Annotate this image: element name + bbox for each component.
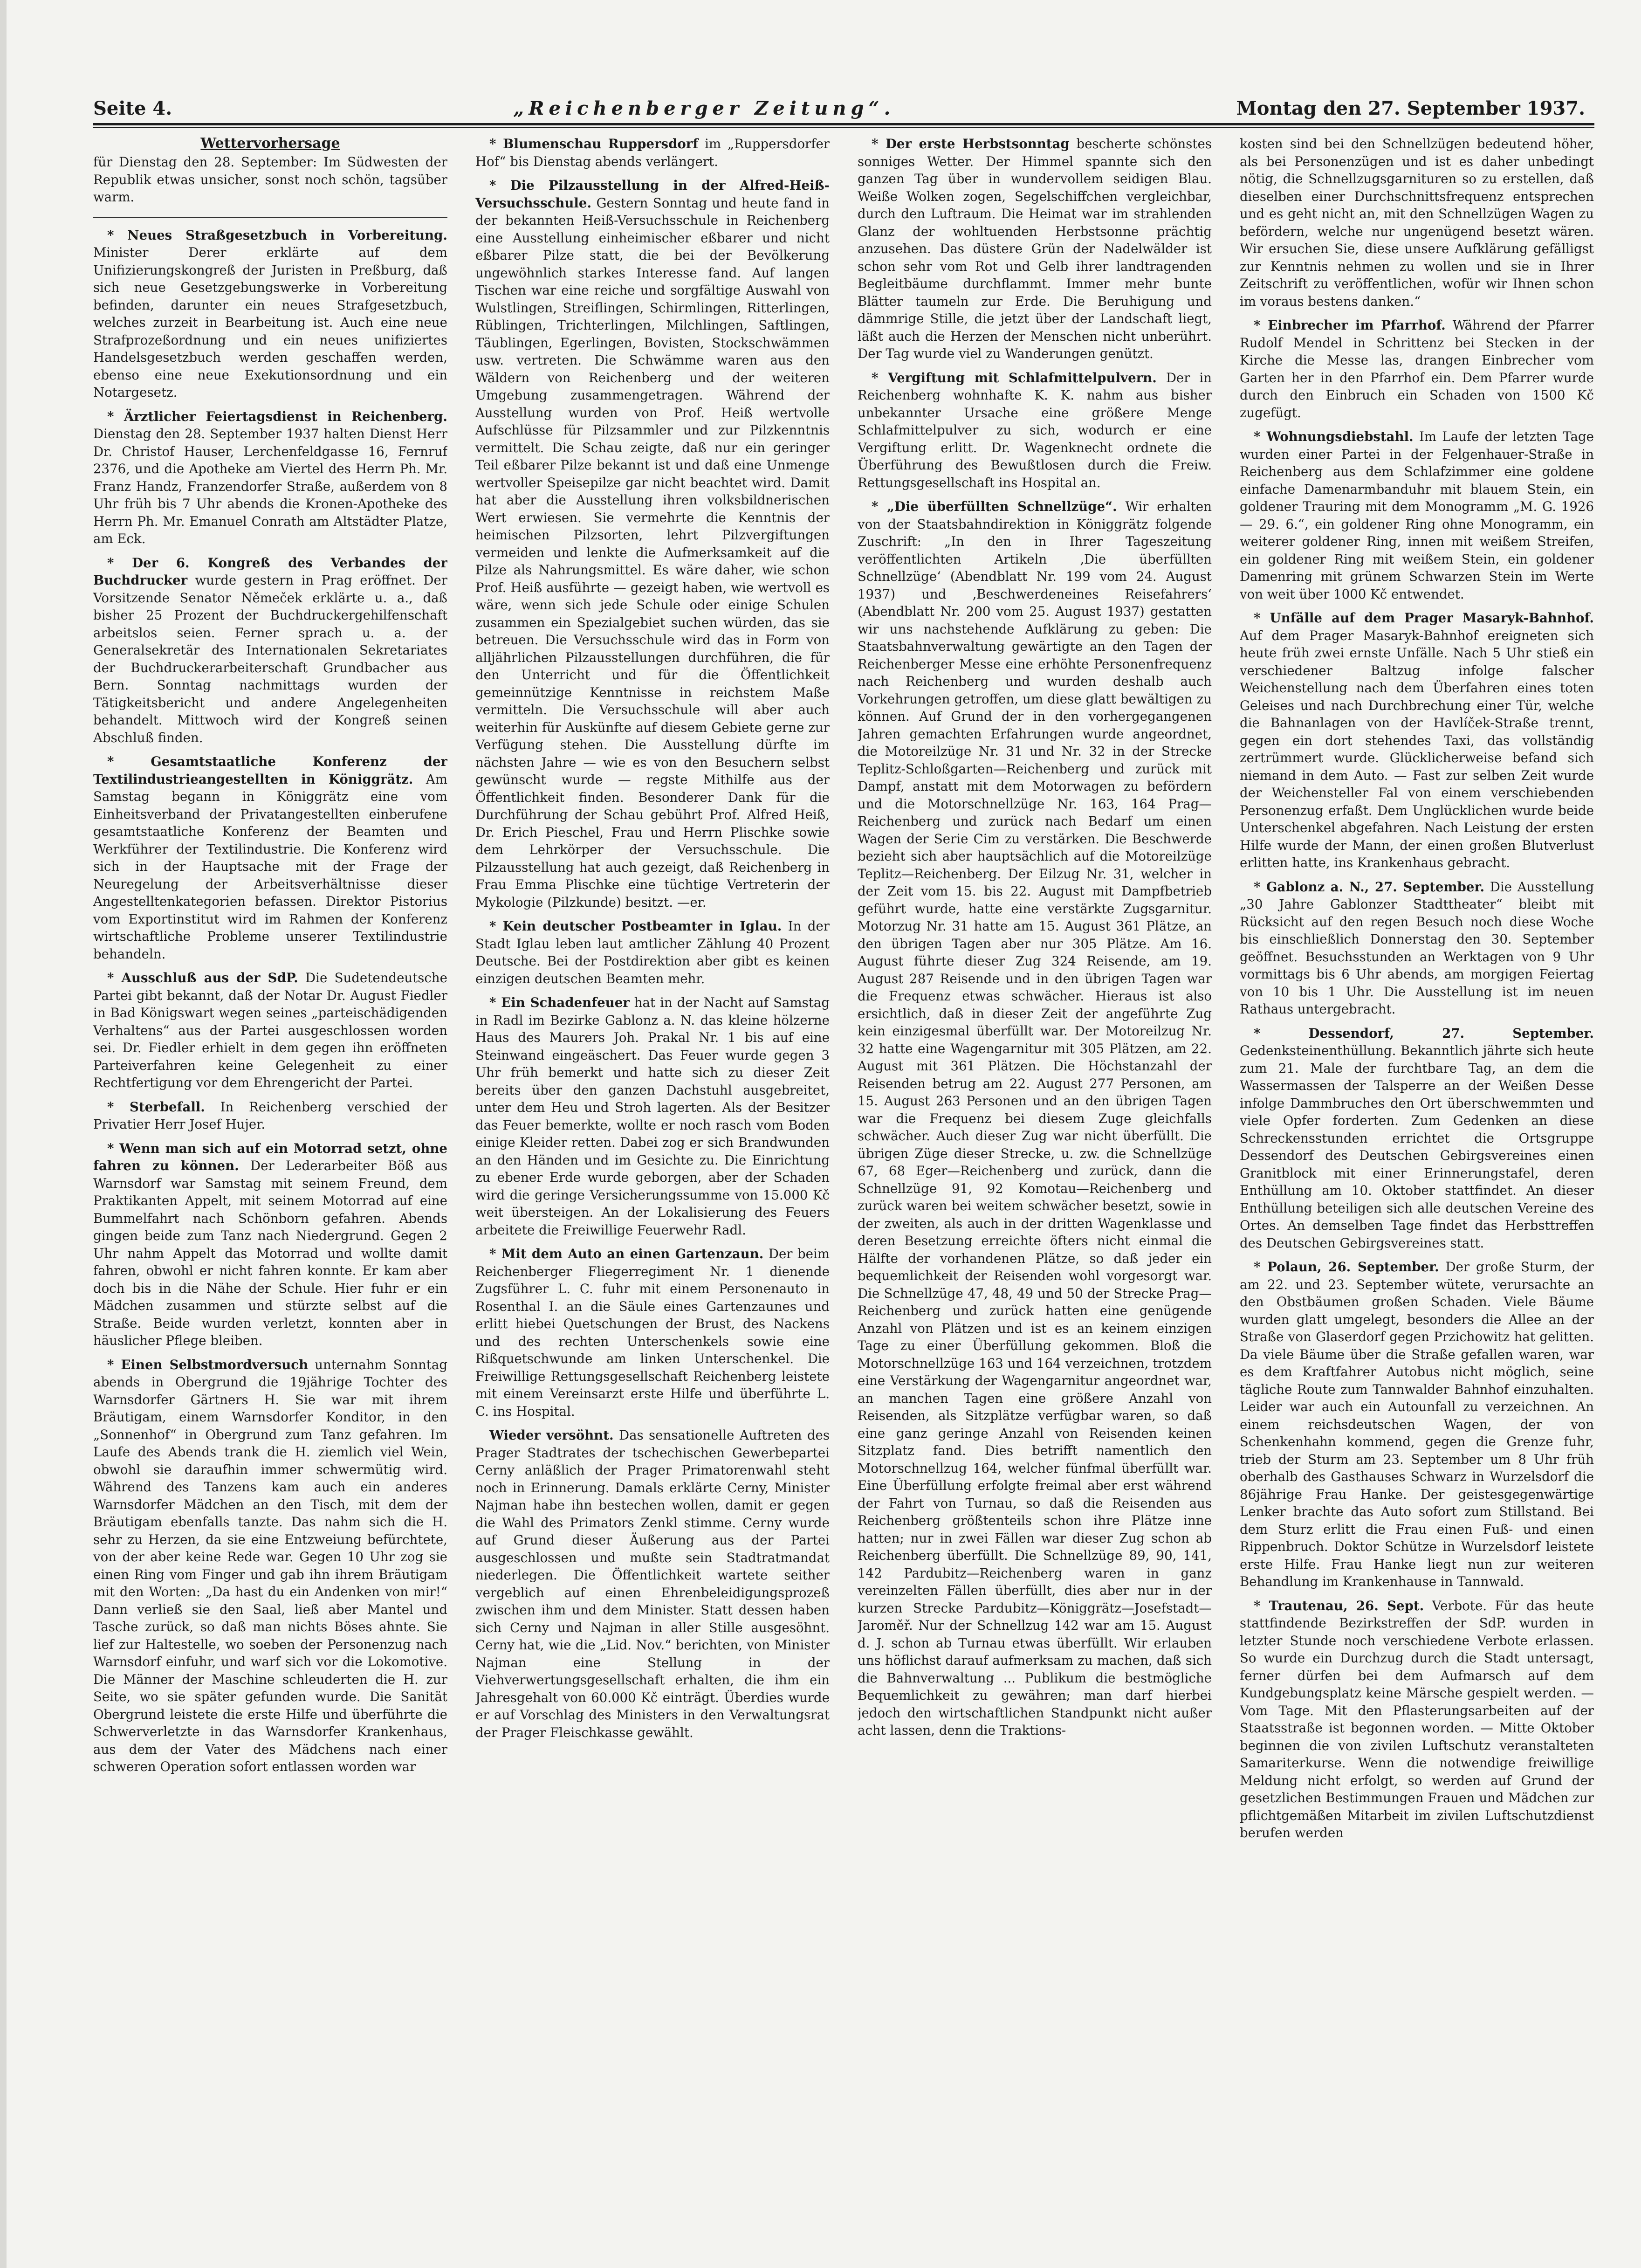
article-headline: * Der erste Herbstsonntag [872,136,1070,152]
article [1240,1258,1594,1591]
article-headline: * Ärztlicher Feiertagsdienst in Reichenberg. [107,408,447,424]
article-body: Verbote. Für das heute stattfindende Bezirkstreffen der SdP. wurden in letzter Stunde noch verschiedene Verbote erlassen. So wurde ein Durchzug durch die Stadt untersagt, ferner dürfen bei dem Aufmarsch auf dem Kundgebungsplatz keine Märsche gespielt werden. — Vom Tage. Mit den Pflasterungsarbeiten auf der Staatsstraße ist begonnen worden. — Mitte Oktober beginnen die von zivilen Luftschutz veranstalteten Samariterkurse. Wenn die notwendige freiwillige Meldung nicht erfolgt, so werden auf Grund der gesetzlichen Bestimmungen Frauen und Mädchen zur pflichtgemäßen Mitarbeit im zivilen Luftschutzdienst berufen werden [1240,1598,1594,1841]
column-2 [475,135,830,2242]
article-headline: * Einbrecher im Pfarrhof. [1254,317,1446,333]
article-headline: Wieder versöhnt. [489,1427,614,1443]
article-headline: * Wenn man sich auf ein Motorrad setzt, ohne fahren zu können. [93,1140,447,1173]
article [475,177,830,911]
article-body: hat in der Nacht auf Samstag in Radl im Bezirke Gablonz a. N. das kleine hölzerne Haus des Maurers Joh. Prakal Nr. 1 bis auf eine Steinwand eingeäschert. Das Feuer wurde gegen 3 Uhr früh bemerkt und hatte sich zu dieser Zeit bereits über den ganzen Dachstuhl ausgebreitet, unter dem Heu und Stroh lagerten. Als der Besitzer das Feuer bemerkte, wollte er noch rasch vom Boden einige Kleider retten. Dabei zog er sich Brandwunden an den Händen und im Gesichte zu. Die Einrichtung zu ebener Erde wurde geborgen, aber der Schaden wird die geringe Versicherungssumme von 15.000 Kč weit übersteigen. An der Lokalisierung des Feuers arbeitete die Freiwillige Feuerwehr Radl. [475,995,830,1238]
article-body: Am Samstag begann in Königgrätz eine vom Einheitsverband der Privatangestellten einberufene gesamtstaatliche Konferenz der Beamten und Werkführer der Textilindustrie. Die Konferenz wird sich in der Hauptsache mit der Frage der Neuregelung der Arbeitsverhältnisse dieser Angestelltenkategorien befassen. Direktor Pistorius vom Exportinstitut wird im Rahmen der Konferenz wirtschaftliche Probleme unserer Textilindustrie behandeln. [93,771,447,962]
article [475,917,830,987]
article [1240,1597,1594,1842]
article-body: In Reichenberg verschied der Privatier Herr Josef Hujer. [93,1099,447,1132]
article-body: unternahm Sonntag abends in Obergrund die 19jährige Tochter des Warnsdorfer Gärtners H. Sie war mit ihrem Bräutigam, einem Warnsdorfer Konditor, in den „Sonnenhof“ in Obergrund zum Tanz gefahren. Im Laufe des Abends trank die H. ziemlich viel Wein, obwohl sie daraufhin immer schwermütig wird. Während des Tanzens kam auch ein anderes Warnsdorfer Mädchen an den Tisch, mit dem der Bräutigam ebenfalls tanzte. Das nahm sich die H. sehr zu Herzen, da sie eine Entzweiung befürchtete, von der aber keine Rede war. Gegen 10 Uhr zog sie einen Ring vom Finger und gab ihn ihrem Bräutigam mit den Worten: „Da hast du ein Andenken von mir!“ Dann verließ sie den Saal, ließ aber Mantel und Tasche zurück, so daß man nichts Böses ahnte. Sie lief zur Haltestelle, wo soeben der Personenzug nach Warnsdorf einfuhr, und warf sich vor die Lokomotive. Die Männer der Maschine schleuderten die H. zur Seite, wo sie später gefunden wurde. Die Sanität Obergrund leistete die erste Hilfe und überführte die Schwerverletzte in das Warnsdorfer Krankenhaus, aus dem der Vater des Mädchens nach einer schweren Operation sofort entlassen worden war [93,1357,447,1774]
article [858,135,1212,363]
article-headline: * Wohnungsdiebstahl. [1254,429,1414,444]
issue-date: Montag den 27. September 1937. [1236,97,1585,119]
article-body: im „Ruppersdorfer Hof“ bis Dienstag abends verlängert. [475,136,830,169]
article-headline: * Trautenau, 26. Sept. [1254,1598,1424,1613]
article-headline: * Der 6. Kongreß des Verbandes der Buchdrucker [93,555,447,588]
column-1 [93,135,447,2242]
weather-text: für Dienstag den 28. September: Im Südwesten der Republik etwas unsicher, sonst noch schön, tagsüber warm. [93,154,447,205]
article [93,1098,447,1133]
article [1240,1025,1594,1252]
article-body: bescherte schönstes sonniges Wetter. Der Himmel spannte sich den ganzen Tag über in wundervollem seidigen Blau. Weiße Wolken zogen, Segelschiffchen vergleichbar, durch den Luftraum. Die Heimat war im strahlenden Glanz der wohltuenden Herbstsonne prächtig anzusehen. Das düstere Grün der Nadelwälder ist schon sehr vom Rot und Gelb ihrer landtragenden Begleitbäume durchflammt. Immer mehr bunte Blätter taumeln zur Erde. Die Beruhigung und dämmrige Stille, die jetzt über der Landschaft liegt, läßt auch die Herzen der Menschen nicht unberührt. Der Tag wurde viel zu Wanderungen genützt. [858,136,1212,361]
article [1240,135,1594,310]
article [475,1245,830,1420]
article-body: Gestern Sonntag und heute fand in der bekannten Heiß-Versuchsschule in Reichenberg eine Ausstellung einheimischer eßbarer und nicht eßbarer Pilze statt, die bei der Bevölkerung ungewöhnlich starkes Interesse fand. Auf langen Tischen war eine reiche und sorgfältige Auswahl von Wulstlingen, Streiflingen, Schirmlingen, Ritterlingen, Rüblingen, Trichterlingen, Milchlingen, Saftlingen, Täublingen, Egerlingen, Bovisten, Stockschwämmen usw. vertreten. Die Schwämme waren aus den Wäldern von Reichenberg und der weiteren Umgebung zusammengetragen. Während der Ausstellung wurden von Prof. Heiß wertvolle Aufschlüsse für Pilzsammler und zur Pilzkenntnis vermittelt. Die Schau zeigte, daß nur ein geringer Teil eßbarer Pilze bekannt ist und daß eine Unmenge wertvoller Speisepilze gar nicht beachtet wird. Damit hat aber die Ausstellung ihren volksbildnerischen Wert erwiesen. Sie vermehrte die Kenntnis der heimischen Pilzsorten, lehrt Pilzvergiftungen vermeiden und lenkte die Aufmerksamkeit auf die Pilze als Nahrungsmittel. Es wäre daher, wie schon Prof. Heiß ausführte — gezeigt haben, wie wertvoll es wäre, wenn sich jede Schule oder einige Schulen zusammen ein Spezialgebiet suchen würden, das sie betreuen. Die Versuchsschule wird das in Form von alljährlichen Pilzausstellungen durchführen, die für den Unterricht und für die Öffentlichkeit gemeinnützige Kenntnisse in reichstem Maße vermitteln. Die Versuchsschule will aber auch weiterhin für Auskünfte auf diesem Gebiete gerne zur Verfügung stehen. Die Ausstellung dürfte im nächsten Jahre — wie es von den Besuchern selbst gewünscht wurde — regste Mithilfe aus der Öffentlichkeit finden. Besonderer Dank für die Durchführung der Schau gebührt Prof. Alfred Heiß, Dr. Erich Pieschel, Frau und Herrn Plischke sowie dem Lehrkörper der Versuchsschule. Die Pilzausstellung hat auch gezeigt, daß Reichenberg in Frau Emma Plischke eine tüchtige Vertreterin der Mykologie (Pilzkunde) besitzt. —er. [475,195,830,910]
article-body: In der Stadt Iglau leben laut amtlicher Zählung 40 Prozent Deutsche. Bei der Postdirektion aber gibt es keinen einzigen deutschen Beamten mehr. [475,918,830,986]
article-body: Auf dem Prager Masaryk-Bahnhof ereigneten sich heute früh zwei ernste Unfälle. Nach 5 Uhr stieß ein verschiedener Baltzug infolge falscher Weichenstellung nach dem Überfahren eines toten Geleises und nach Durchbrechung einer Tür, welche die Bahnanlagen von der Havlíček-Straße trennt, gegen ein dort stehendes Taxi, das vollständig zertrümmert wurde. Glücklicherweise befand sich niemand in dem Auto. — Fast zur selben Zeit wurde der Weichensteller Fal von einem verschiebenden Personenzug erfaßt. Dem Unglücklichen wurde beide Unterschenkel abgefahren. Nach Leistung der ersten Hilfe wurde der Mann, der einen großen Blutverlust erlitten hatte, ins Krankenhaus gebracht. [1240,627,1594,870]
article-headline: * Ein Schadenfeuer [489,995,630,1010]
article-body: Das sensationelle Auftreten des Prager Stadtrates der tschechischen Gewerbepartei Cerny anläßlich der Prager Primatorenwahl steht noch in Erinnerung. Damals erklärte Cerny, Minister Najman habe ihn bestechen wollen, damit er gegen die Wahl des Primators Zenkl stimme. Cerny wurde auf Grund dieser Äußerung aus der Partei ausgeschlossen und mußte sein Stadtratmandat niederlegen. Die Öffentlichkeit wartete seither vergeblich auf einen Ehrenbeleidigungsprozeß zwischen ihm und dem Minister. Statt dessen haben sich Cerny und Najman in aller Stille ausgesöhnt. Cerny hat, wie die „Lid. Nov.“ berichten, von Minister Najman eine Stellung in der Viehverwertungsgesellschaft erhalten, die ihm ein Jahresgehalt von 60.000 Kč einträgt. Überdies wurde er auf Vorschlag des Ministers in den Verwaltungsrat der Prager Fleischkasse gewählt. [475,1427,830,1740]
article [93,1356,447,1776]
article [475,135,830,170]
scan-edge [0,0,7,2268]
divider [93,217,447,218]
header-rule-thin [93,127,1594,128]
column-4 [1240,135,1594,2242]
article [93,1140,447,1350]
article [475,1427,830,1741]
article-body: Minister Derer erklärte auf dem Unifizierungskongreß der Juristen in Preßburg, daß sich neue Gesetzgebungswerke in Vorbereitung befinden, darunter ein neues Strafgesetzbuch, welches zurzeit in Bearbeitung ist. Auch eine neue Strafprozeßordnung und ein neues unifiziertes Handelsgesetzbuch werden geschaffen werden, ebenso eine neue Exekutionsordnung und ein Notargesetz. [93,245,447,400]
article [858,369,1212,492]
page-header [93,87,1585,119]
article-headline: * Sterbefall. [107,1099,205,1115]
article-headline: * Vergiftung mit Schlafmittelpulvern. [872,370,1157,386]
columns [93,135,1594,2242]
article-body: Die Sudetendeutsche Partei gibt bekannt, daß der Notar Dr. August Fiedler in Bad Königswart wegen seines „parteischädigenden Verhaltens“ aus der Partei ausgeschlossen worden sei. Dr. Fiedler erhielt in dem gegen ihn eröffneten Parteiverfahren keine Gelegenheit zu einer Rechtfertigung vor dem Ehrengericht der Partei. [93,970,447,1090]
header-rule [93,123,1594,125]
article-body: wurde gestern in Prag eröffnet. Der Vorsitzende Senator Němeček erklärte u. a., daß bisher 25 Prozent der Buchdruckergehilfenschaft arbeitslos seien. Ferner sprach u. a. der Generalsekretär des Internationalen Sekretariates der Buchdruckerarbeiterschaft Grundbacher aus Bern. Sonntag nachmittags wurden der Tätigkeitsbericht und andere Angelegenheiten behandelt. Mittwoch wird der Kongreß seinen Abschluß finden. [93,572,447,745]
article [1240,317,1594,421]
article-body: Die Ausstellung „30 Jahre Gablonzer Stadttheater“ bleibt mit Rücksicht auf den regen Besuch noch diese Woche bis einschließlich Donnerstag den 30. September geöffnet. Besuchsstunden an Werktagen von 9 Uhr vormittags bis 6 Uhr abends, am morgigen Feiertag von 10 bis 1 Uhr. Die Ausstellung ist im neuen Rathaus untergebracht. [1240,879,1594,1017]
article [93,969,447,1092]
article-headline: * Neues Straßgesetzbuch in Vorbereitung. [107,227,447,243]
article [93,408,447,548]
article [93,554,447,747]
article-headline: * Ausschluß aus der SdP. [107,970,298,986]
article-body: Der Lederarbeiter Böß aus Warnsdorf war Samstag mit seinem Freund, dem Praktikanten Appelt, mit seinem Motorrad auf eine Bummelfahrt nach Schönborn gefahren. Abends gingen beide zum Tanz nach Niedergrund. Gegen 2 Uhr nahm Appelt das Motorrad und wollte damit fahren, obwohl er nicht fahren konnte. Er kam aber doch bis in die Nähe der Schule. Hier fuhr er ein Mädchen zusammen und stürzte selbst auf die Straße. Beide wurden verletzt, konnten aber in häuslicher Pflege bleiben. [93,1158,447,1348]
article-body: Der beim Reichenberger Fliegerregiment Nr. 1 dienende Zugsführer L. C. fuhr mit einem Personenauto in Rosenthal I. an die Säule eines Gartenzaunes und erlitt hiebei Quetschungen der Brust, des Nackens und des rechten Unterschenkels sowie eine Rißquetschwunde am linken Unterschenkel. Die Freiwillige Rettungsgesellschaft Reichenberg leistete mit einem Vereinsarzt erste Hilfe und überführte L. C. ins Hospital. [475,1246,830,1419]
article-headline: * Polaun, 26. September. [1254,1259,1439,1275]
article [93,227,447,401]
article-headline: * Blumenschau Ruppersdorf [489,136,699,152]
article-headline: * Dessendorf, 27. September. [1254,1025,1594,1041]
weather-title: Wettervorhersage [200,135,340,152]
article-headline: * Unfälle auf dem Prager Masaryk-Bahnhof. [1254,610,1594,626]
article [1240,609,1594,872]
article-headline: * Einen Selbstmordversuch [107,1357,309,1372]
article-body: Im Laufe der letzten Tage wurden einer Partei in der Felgenhauer-Straße in Reichenberg aus dem Schlafzimmer eine goldene einfache Damenarmbanduhr mit blauem Stein, ein goldener Trauring mit dem Monogramm „M. G. 1926 — 29. 6.“, ein goldener Ring ohne Monogramm, ein weiterer goldener Ring, innen mit weißem Streifen, ein goldener Ring mit weißem Stein, ein goldener Damenring mit grünem Schwarzen Stein im Werte von weit über 1000 Kč entwendet. [1240,429,1594,602]
article-body: kosten sind bei den Schnellzügen bedeutend höher, als bei Personenzügen und ist es daher unbedingt nötig, die Schnellzugsgarnituren so zu erstellen, daß dieselben einer Durchschnittsfrequenz entsprechen und es geht nicht an, mit den Schnellzügen Wagen zu befördern, welche nur ungenügend besetzt wären. Wir ersuchen Sie, diese unsere Aufklärung gefälligst zur Kenntnis nehmen zu wollen und sie in Ihrer Zeitschrift zu veröffentlichen, wofür wir Ihnen schon im voraus bestens danken.“ [1240,136,1594,309]
article [858,498,1212,1739]
article-body: Während der Pfarrer Rudolf Mendel in Schrittenz bei Stecken in der Kirche die Messe las, drangen Einbrecher vom Garten her in den Pfarrhof ein. Dem Pfarrer wurde durch den Einbruch ein Schaden von 1500 Kč zugefügt. [1240,317,1594,421]
article-body: Wir erhalten von der Staatsbahndirektion in Königgrätz folgende Zuschrift: „In den in Ihrer Tageszeitung veröffentlichten Artikeln ‚Die überfüllten Schnellzüge‘ (Abendblatt Nr. 199 vom 24. August 1937) und ‚Beschwerdeneines Reisefahrers‘ (Abendblatt Nr. 200 vom 25. August 1937) gestatten wir uns nachstehende Aufklärung zu geben: Die Staatsbahnverwaltung gewärtigte an den Tagen der Reichenberger Messe eine erhöhte Personenfrequenz nach Reichenberg und wurden deshalb auch Vorkehrungen getroffen, um diese glatt bewältigen zu können. Auf Grund der in den vorhergegangenen Jahren gemachten Erfahrungen wurde angeordnet, die Motoreilzüge Nr. 31 und Nr. 32 in der Strecke Teplitz-Schloßgarten—Reichenberg und zurück mit Dampf, anstatt mit dem Motorwagen zu befördern und die Motorschnellzüge Nr. 163, 164 Prag—Reichenberg und zurück nach Bedarf um einen Wagen der Serie Cim zu verstärken. Die Beschwerde bezieht sich aber hauptsächlich auf die Motoreilzüge Teplitz—Reichenberg. Der Eilzug Nr. 31, welcher in der Zeit vom 15. bis 22. August mit Dampfbetrieb geführt wurde, hatte eine verstärkte Zugsgarnitur. Motorzug Nr. 31 hatte am 15. August 361 Plätze, an den übrigen Tagen aber nur 305 Plätze. Am 16. August führte dieser Zug 324 Reisende, am 19. August 287 Reisende und in den übrigen Tagen war die Frequenz etwas schwächer. Hieraus ist also ersichtlich, daß in dieser Zeit der angeführte Zug kein einzigesmal überfüllt war. Der Motoreilzug Nr. 32 hatte eine Wagengarnitur mit 305 Plätzen, am 22. August mit 361 Plätzen. Die Höchstanzahl der Reisenden betrug am 22. August 277 Personen, am 15. August 263 Personen und an den übrigen Tagen war die Frequenz bei diesem Zuge gleichfalls schwächer. Auch dieser Zug war nicht überfüllt. Die übrigen Züge dieser Strecke, u. zw. die Schnellzüge 67, 68 Eger—Reichenberg und zurück, dann die Schnellzüge 91, 92 Komotau—Reichenberg und zurück waren bei weitem schwächer besetzt, sowie in der zweiten, als auch in der dritten Wagenklasse und deren Besetzung erreichte öfters nicht einmal die Hälfte der vorhandenen Plätze, so daß jeder ein bequemlichkeit der Reisenden wohl vorgesorgt war. Die Schnellzüge 47, 48, 49 und 50 der Strecke Prag—Reichenberg und zurück hatten eine genügende Anzahl von Plätzen und ist es an keinem einzigen Tage zu einer Überfüllung gekommen. Bloß die Motorschnellzüge 163 und 164 verzeichnen, trotzdem eine Verstärkung der Wagengarnitur angeordnet war, an manchen Tagen eine größere Anzahl von Reisenden, als Sitzplätze verfügbar waren, so daß eine ganz geringe Anzahl von Reisenden keinen Sitzplatz fand. Dies betrifft namentlich den Motorschnellzug 164, welcher fünfmal überfüllt war. Eine Überfüllung erfolgte freimal aber erst während der Fahrt von Turnau, so daß die Reisenden aus Reichenberg größtenteils schon ihre Plätze inne hatten; nur in zwei Fällen war dieser Zug schon ab Reichenberg überfüllt. Die Schnellzüge 89, 90, 141, 142 Pardubitz—Reichenberg waren in ganz vereinzelten Fällen überfüllt, dies aber nur in der kurzen Strecke Pardubitz—Königgrätz—Josefstadt—Jaroměř. Nur der Schnellzug 142 war am 15. August d. J. schon ab Turnau etwas überfüllt. Wir erlauben uns höflichst darauf aufmerksam zu machen, daß sich die Bahnverwaltung ... Publikum die bestmögliche Bequemlichkeit zu gewähren; man darf hierbei jedoch den wirtschaftlichen Standpunkt nicht außer acht lassen, denn die Traktions- [858,499,1212,1738]
article-headline: * Gesamtstaatliche Konferenz der Textilindustrieangestellten in Königgrätz. [93,754,447,787]
newspaper-title: „Reichenberger Zeitung“. [513,97,895,119]
article-headline: * Die Pilzausstellung in der Alfred-Heiß-Versuchsschule. [475,178,830,211]
article [93,753,447,963]
article [1240,428,1594,603]
article-headline: * „Die überfüllten Schnellzüge“. [872,499,1117,514]
article [475,994,830,1239]
article-body: Der große Sturm, der am 22. und 23. September wütete, verursachte an den Obstbäumen großen Schaden. Viele Bäume wurden glatt umgelegt, besonders die Allee an der Straße von Glaserdorf gegen Przichowitz hat gelitten. Da viele Bäume über die Straße gefallen waren, war es dem Kraftfahrer Autobus nicht möglich, seine tägliche Route zum Tannwalder Bahnhof einzuhalten. Leider war auch ein Autounfall zu verzeichnen. An einem reichsdeutschen Wagen, der von Schenkenhahn kommend, gegen die Grenze fuhr, trieb der Sturm am 23. September um 8 Uhr früh oberhalb des Gasthauses Schwarz in Wurzelsdorf die 86jährige Frau Hanke. Der geistesgegenwärtige Lenker brachte das Auto sofort zum Stillstand. Bei dem Sturz erlitt die Frau einen Fuß- und einen Rippenbruch. Doktor Schütze in Wurzelsdorf leistete erste Hilfe. Frau Hanke liegt nun zur weiteren Behandlung im Krankenhause in Tannwald. [1240,1259,1594,1589]
page-number: Seite 4. [93,97,172,119]
article-body: Gedenksteinenthüllung. Bekanntlich jährte sich heute zum 21. Male der furchtbare Tag, an dem die Wassermassen der Talsperre an der Weißen Desse infolge Dammbruches den Ort überschwemmten und viele Opfer forderten. Zum Gedenken an diese Schreckensstunden errichtet die Ortsgruppe Dessendorf des Deutschen Gebirgsvereines einen Granitblock mit einer Erinnerungstafel, deren Enthüllung am 10. Oktober stattfindet. An dieser Enthüllung beteiligen sich alle deutschen Vereine des Ortes. An demselben Tage findet das Herbsttreffen des Deutschen Gebirgsvereines statt. [1240,1043,1594,1251]
article-body: Der in Reichenberg wohnhafte K. K. nahm aus bisher unbekannter Ursache eine größere Menge Schlafmittelpulver zu sich, wodurch er eine Vergiftung erlitt. Dr. Wagenknecht ordnete die Überführung des Bewußtlosen durch die Freiw. Rettungsgesellschaft ins Hospital an. [858,370,1212,490]
article-headline: * Gablonz a. N., 27. September. [1254,879,1485,895]
article [1240,878,1594,1018]
article-body: Dienstag den 28. September 1937 halten Dienst Herr Dr. Christof Hauser, Lerchenfeldgasse 16, Fernruf 2376, und die Apotheke am Viertel des Herrn Ph. Mr. Franz Handz, Franzendorfer Straße, außerdem von 8 Uhr früh bis 7 Uhr abends die Kronen-Apotheke des Herrn Ph. Mr. Emanuel Conrath am Altstädter Platze, am Eck. [93,426,447,546]
column-3 [858,135,1212,2242]
article-headline: * Kein deutscher Postbeamter in Iglau. [489,918,782,934]
article-headline: * Mit dem Auto an einen Gartenzaun. [489,1246,764,1262]
